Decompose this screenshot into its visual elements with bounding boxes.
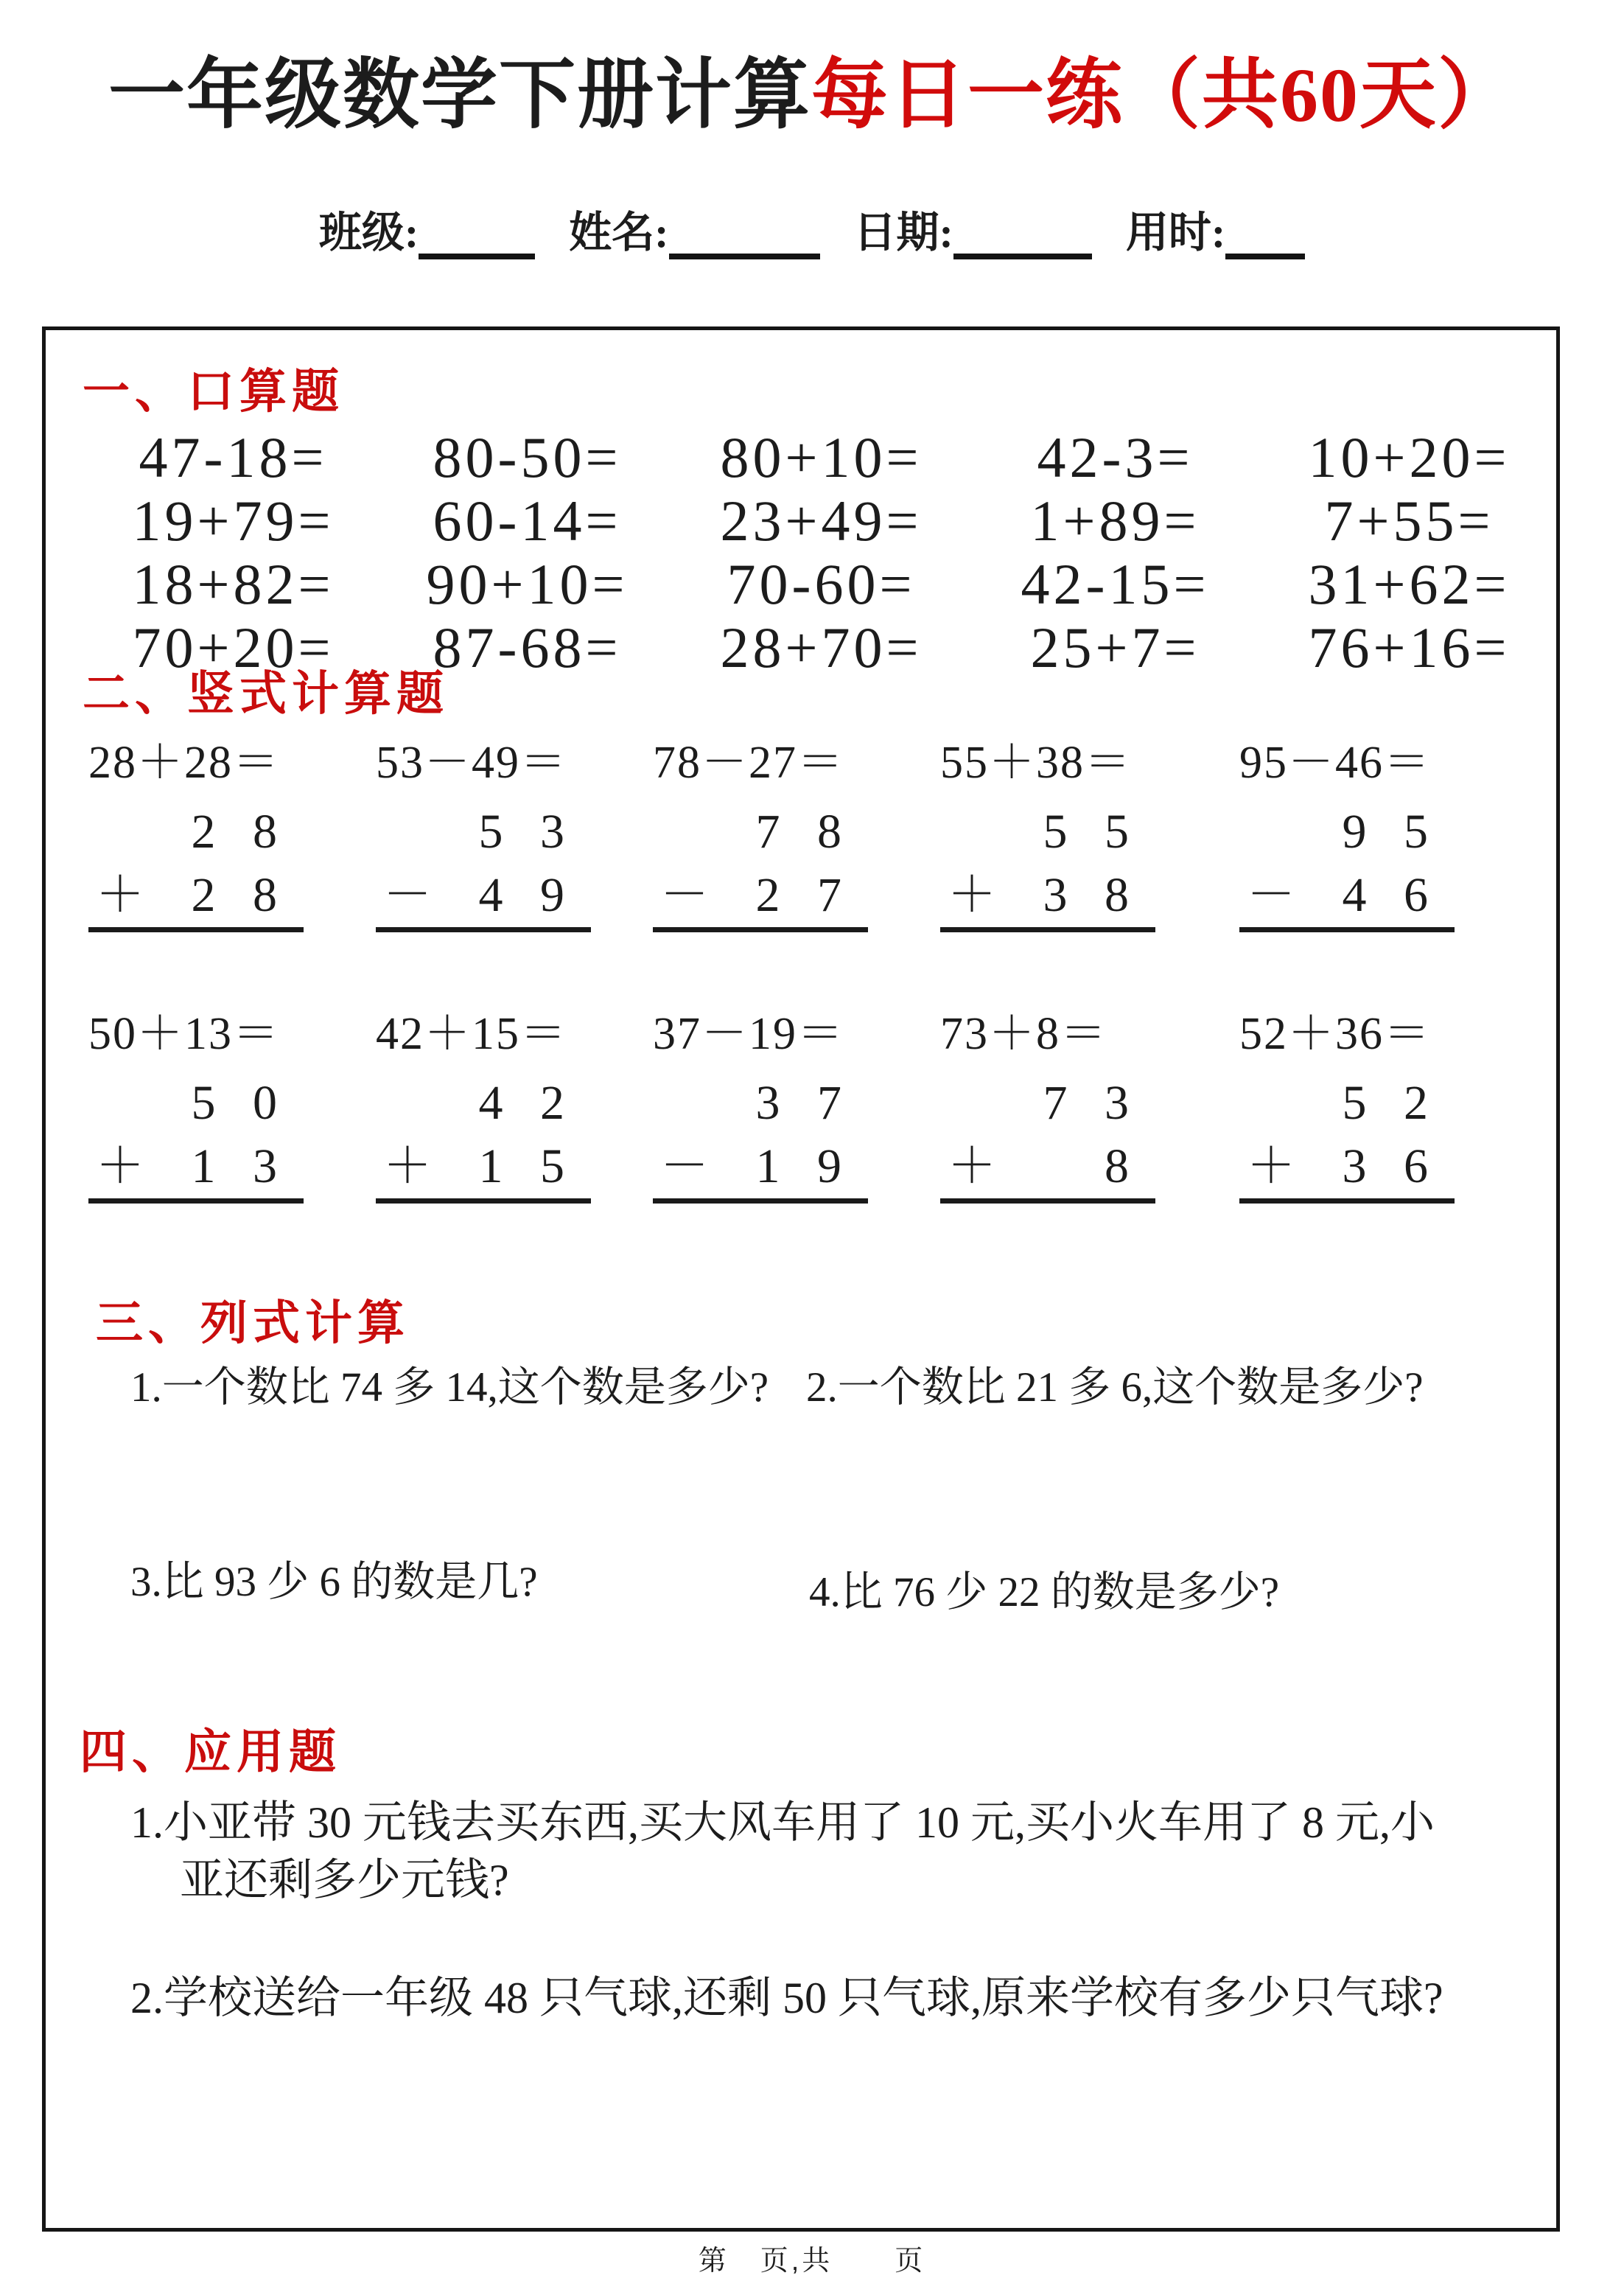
vertical-bottom-row bbox=[376, 868, 591, 922]
oral-problem: 60-14= bbox=[433, 489, 622, 553]
vertical-problem bbox=[376, 1008, 591, 1204]
name-blank bbox=[669, 214, 820, 259]
vertical-answer-line bbox=[88, 1198, 304, 1204]
oral-problem: 80-50= bbox=[433, 425, 622, 489]
vertical-bottom-row bbox=[940, 868, 1155, 922]
oral-problem: 19+79= bbox=[132, 489, 335, 553]
vertical-bottom-operand: 2 7 bbox=[755, 868, 841, 922]
vertical-bottom-operand: 3 8 bbox=[1043, 868, 1129, 922]
vertical-bottom-operand: 3 6 bbox=[1342, 1139, 1428, 1193]
vertical-problem bbox=[940, 1008, 1155, 1204]
vertical-bottom-row bbox=[88, 868, 304, 922]
vertical-problem bbox=[88, 1008, 304, 1204]
vertical-operator: ＋ bbox=[948, 1139, 996, 1193]
vertical-bottom-row bbox=[940, 1139, 1155, 1193]
page-title-black: 一年级数学下册计算 bbox=[108, 53, 811, 138]
vertical-bottom-operand: 1 9 bbox=[755, 1139, 841, 1193]
info-field-class bbox=[319, 198, 535, 259]
oral-problem: 23+49= bbox=[720, 489, 923, 553]
vertical-problem-header: 55＋38＝ bbox=[940, 738, 1133, 788]
time-blank bbox=[1225, 214, 1305, 259]
word-problem-line: 1.小亚带 30 元钱去买东西,买大风车用了 10 元,买小火车用了 8 元,小 bbox=[130, 1798, 1435, 1847]
vertical-top-operand: 5 5 bbox=[1043, 805, 1129, 859]
vertical-bottom-operand: 4 9 bbox=[478, 868, 564, 922]
vertical-top-operand: 7 3 bbox=[1043, 1076, 1129, 1130]
vertical-problem-header: 95－46＝ bbox=[1239, 738, 1432, 788]
vertical-bottom-operand: 8 bbox=[1105, 1139, 1129, 1193]
vertical-top-operand: 7 8 bbox=[755, 805, 841, 859]
oral-problem: 42-15= bbox=[1021, 552, 1210, 616]
oral-problem: 7+55= bbox=[1324, 489, 1494, 553]
vertical-problem-header: 28＋28＝ bbox=[88, 738, 281, 788]
vertical-answer-line bbox=[88, 927, 304, 932]
oral-problem: 47-18= bbox=[139, 425, 328, 489]
vertical-problem bbox=[1239, 1008, 1455, 1204]
vertical-problem bbox=[1239, 737, 1455, 932]
section-oral-heading: 一、口算题 bbox=[83, 366, 344, 418]
oral-problem: 70-60= bbox=[727, 552, 916, 616]
vertical-top-operand: 5 3 bbox=[478, 805, 564, 859]
vertical-operator: － bbox=[660, 868, 709, 922]
vertical-operator: ＋ bbox=[96, 1139, 144, 1193]
oral-problem: 90+10= bbox=[426, 552, 629, 616]
page-title-red: 每日一练（共60天） bbox=[811, 53, 1516, 138]
vertical-answer-line bbox=[1239, 1198, 1455, 1204]
section-word-heading: 四、应用题 bbox=[80, 1726, 341, 1778]
vertical-problem bbox=[376, 737, 591, 932]
vertical-bottom-row bbox=[653, 868, 868, 922]
class-label: 班级: bbox=[318, 209, 419, 256]
page-footer: 第 页,共 页 bbox=[698, 2246, 926, 2277]
info-field-name bbox=[569, 198, 819, 259]
vertical-problem bbox=[88, 737, 304, 932]
vertical-problem-header: 52＋36＝ bbox=[1239, 1009, 1432, 1059]
vertical-operator: － bbox=[1247, 868, 1295, 922]
info-line bbox=[0, 198, 1624, 259]
vertical-bottom-row bbox=[88, 1139, 304, 1193]
oral-problem: 10+20= bbox=[1308, 425, 1511, 489]
vertical-problem-header: 78－27＝ bbox=[653, 738, 845, 788]
oral-row bbox=[86, 489, 1556, 553]
vertical-answer-line bbox=[1239, 927, 1455, 932]
expression-item: 4.比 76 少 22 的数是多少? bbox=[809, 1569, 1280, 1615]
vertical-problem bbox=[940, 737, 1155, 932]
word-problem-line: 2.学校送给一年级 48 只气球,还剩 50 只气球,原来学校有多少只气球? bbox=[130, 1974, 1443, 2022]
oral-problem: 76+16= bbox=[1308, 615, 1511, 680]
class-blank bbox=[419, 214, 535, 259]
word-problem-line: 亚还剩多少元钱? bbox=[180, 1856, 509, 1904]
oral-row bbox=[86, 553, 1556, 616]
oral-problem: 1+89= bbox=[1030, 489, 1200, 553]
vertical-answer-line bbox=[940, 1198, 1155, 1204]
vertical-operator: ＋ bbox=[1247, 1139, 1295, 1193]
oral-problem: 18+82= bbox=[132, 552, 335, 616]
expression-item: 1.一个数比 74 多 14,这个数是多少? bbox=[130, 1364, 769, 1411]
oral-problem: 80+10= bbox=[720, 425, 923, 489]
vertical-bottom-row bbox=[653, 1139, 868, 1193]
info-field-date bbox=[854, 198, 1092, 259]
vertical-operator: ＋ bbox=[383, 1139, 432, 1193]
vertical-answer-line bbox=[376, 927, 591, 932]
oral-grid bbox=[46, 426, 1556, 680]
vertical-operator: － bbox=[660, 1139, 709, 1193]
time-label: 用时: bbox=[1125, 209, 1226, 256]
vertical-problem-header: 37－19＝ bbox=[653, 1009, 845, 1059]
vertical-problem bbox=[653, 737, 868, 932]
vertical-bottom-row bbox=[1239, 868, 1455, 922]
vertical-bottom-row bbox=[376, 1139, 591, 1193]
vertical-answer-line bbox=[653, 1198, 868, 1204]
vertical-answer-line bbox=[940, 927, 1155, 932]
vertical-problem-header: 50＋13＝ bbox=[88, 1009, 281, 1059]
vertical-problem-header: 42＋15＝ bbox=[376, 1009, 568, 1059]
expression-item: 3.比 93 少 6 的数是几? bbox=[130, 1559, 538, 1605]
oral-problem: 42-3= bbox=[1037, 425, 1194, 489]
oral-problem: 28+70= bbox=[720, 615, 923, 680]
oral-problem: 70+20= bbox=[132, 615, 335, 680]
vertical-bottom-operand: 2 8 bbox=[191, 868, 277, 922]
expression-item: 2.一个数比 21 多 6,这个数是多少? bbox=[806, 1364, 1424, 1411]
section-vertical-heading: 二、竖式计算题 bbox=[83, 668, 449, 720]
vertical-bottom-operand: 4 6 bbox=[1342, 868, 1428, 922]
vertical-top-operand: 5 2 bbox=[1342, 1076, 1428, 1130]
vertical-operator: ＋ bbox=[96, 868, 144, 922]
vertical-answer-line bbox=[653, 927, 868, 932]
worksheet-box bbox=[42, 326, 1560, 2232]
vertical-bottom-operand: 1 5 bbox=[478, 1139, 564, 1193]
vertical-top-operand: 9 5 bbox=[1342, 805, 1428, 859]
vertical-problem-header: 73＋8＝ bbox=[940, 1009, 1108, 1059]
vertical-operator: ＋ bbox=[948, 868, 996, 922]
page-title bbox=[0, 32, 1624, 143]
oral-problem: 31+62= bbox=[1308, 552, 1511, 616]
oral-problem: 25+7= bbox=[1030, 615, 1200, 680]
vertical-top-operand: 2 8 bbox=[191, 805, 277, 859]
vertical-problem-header: 53－49＝ bbox=[376, 738, 568, 788]
oral-row bbox=[86, 426, 1556, 489]
name-label: 姓名: bbox=[569, 209, 669, 256]
vertical-top-operand: 5 0 bbox=[191, 1076, 277, 1130]
info-field-time bbox=[1126, 198, 1305, 259]
date-blank bbox=[953, 214, 1092, 259]
vertical-bottom-row bbox=[1239, 1139, 1455, 1193]
vertical-answer-line bbox=[376, 1198, 591, 1204]
oral-problem: 87-68= bbox=[433, 615, 622, 680]
vertical-top-operand: 4 2 bbox=[478, 1076, 564, 1130]
section-expression-heading: 三、列式计算 bbox=[96, 1297, 410, 1349]
vertical-operator: － bbox=[383, 868, 432, 922]
vertical-problem bbox=[653, 1008, 868, 1204]
vertical-bottom-operand: 1 3 bbox=[191, 1139, 277, 1193]
vertical-top-operand: 3 7 bbox=[755, 1076, 841, 1130]
date-label: 日期: bbox=[853, 209, 953, 256]
